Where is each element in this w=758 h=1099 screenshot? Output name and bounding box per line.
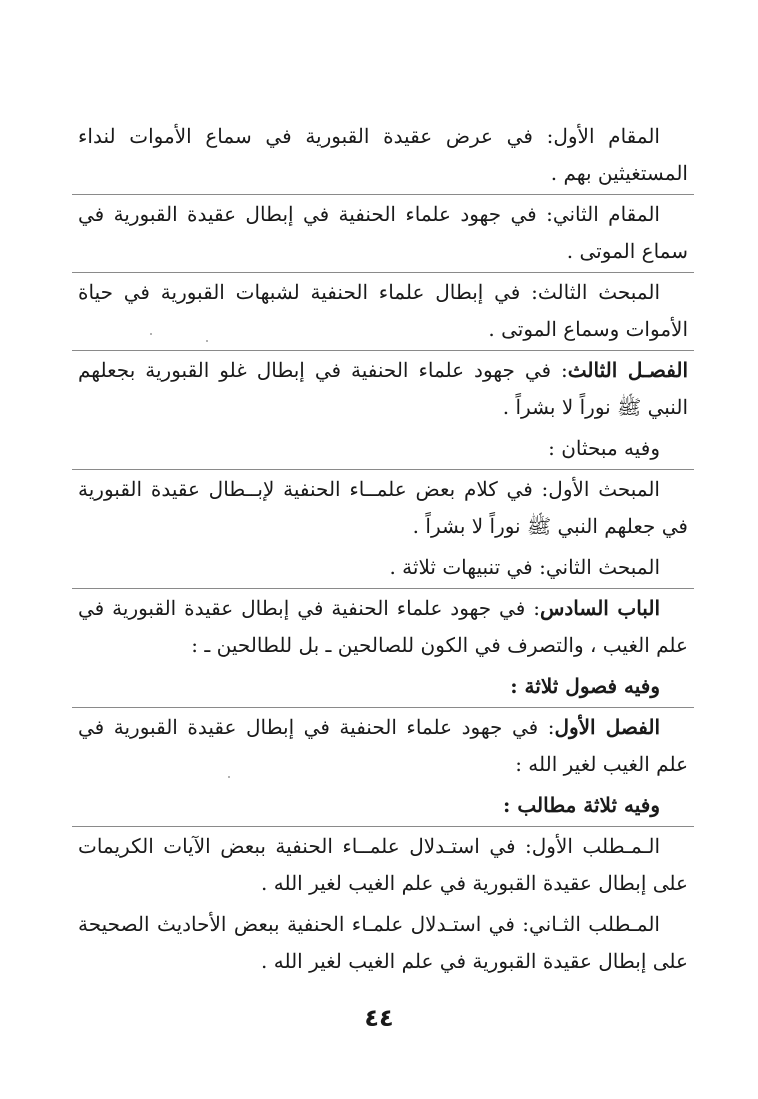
toc-entry-label: المقام الثاني (552, 202, 660, 226)
toc-entry-text: : في كلام بعض علمــاء الحنفية لإبــطال عقيدة القبورية في جعلهم النبي ﷺ نوراً لا بشراً . (78, 477, 688, 538)
toc-entry (78, 787, 688, 824)
toc-entry (78, 906, 688, 980)
toc-entry (78, 828, 688, 902)
toc-entry-label: الباب السادس (539, 596, 660, 620)
toc-entry (78, 430, 688, 467)
toc-entry (78, 196, 688, 270)
toc-entry-label: المقام الأول (553, 124, 660, 148)
toc-entry (78, 549, 688, 586)
toc-entry-text: : في عرض عقيدة القبورية في سماع الأموات لنداء المستغيثين بهم . (78, 124, 688, 185)
table-of-contents (78, 118, 688, 984)
toc-entry-text: وفيه مبحثان : (548, 436, 660, 460)
toc-entry (78, 709, 688, 783)
toc-entry (78, 274, 688, 348)
toc-entry (78, 118, 688, 192)
toc-entry-label: المبحث الثالث (537, 280, 661, 304)
toc-entry-text: : في تنبيهات ثلاثة . (389, 555, 546, 579)
toc-entry-text: : في استـدلال علمـاء الحنفية ببعض الأحاديث الصحيحة على إبطال عقيدة القبورية في علم الغيب لغير الله . (78, 912, 688, 973)
toc-entry-label: الـمـطلب الأول (531, 834, 660, 858)
toc-entry (78, 471, 688, 545)
toc-entry-label: الفصل الأول (554, 715, 661, 739)
toc-entry-text: : في استـدلال علمــاء الحنفية ببعض الآيات الكريمات على إبطال عقيدة القبورية في علم الغيب لغير الله . (78, 834, 688, 895)
toc-entry-label: المبحث الأول (548, 477, 660, 501)
toc-entry-text: : في جهود علماء الحنفية في إبطال عقيدة القبورية في علم الغيب لغير الله : (78, 715, 688, 776)
toc-entry-text: : في جهود علماء الحنفية في إبطال عقيدة القبورية في علم الغيب ، والتصرف في الكون للصالحين ـ بل للطالحين ـ : (78, 596, 688, 657)
toc-entry (78, 590, 688, 664)
page-number: ٤٤ (364, 1004, 394, 1032)
toc-entry-label: المبحث الثاني (545, 555, 660, 579)
toc-entry-text: وفيه فصول ثلاثة : (510, 674, 660, 698)
scan-speck (150, 333, 152, 335)
toc-entry (78, 352, 688, 426)
toc-entry-text: : في جهود علماء الحنفية في إبطال غلو القبورية بجعلهم النبي ﷺ نوراً لا بشراً . (78, 358, 688, 419)
toc-entry (78, 668, 688, 705)
toc-entry-label: الفصـل الثالث (567, 358, 689, 382)
scan-speck (228, 776, 230, 778)
toc-entry-text: وفيه ثلاثة مطالب : (503, 793, 660, 817)
toc-entry-text: : في إبطال علماء الحنفية لشبهات القبورية في حياة الأموات وسماع الموتى . (78, 280, 688, 341)
toc-entry-label: المـطلب الثـاني (529, 912, 660, 936)
toc-entry-text: : في جهود علماء الحنفية في إبطال عقيدة القبورية في سماع الموتى . (78, 202, 688, 263)
scan-speck (206, 340, 208, 342)
